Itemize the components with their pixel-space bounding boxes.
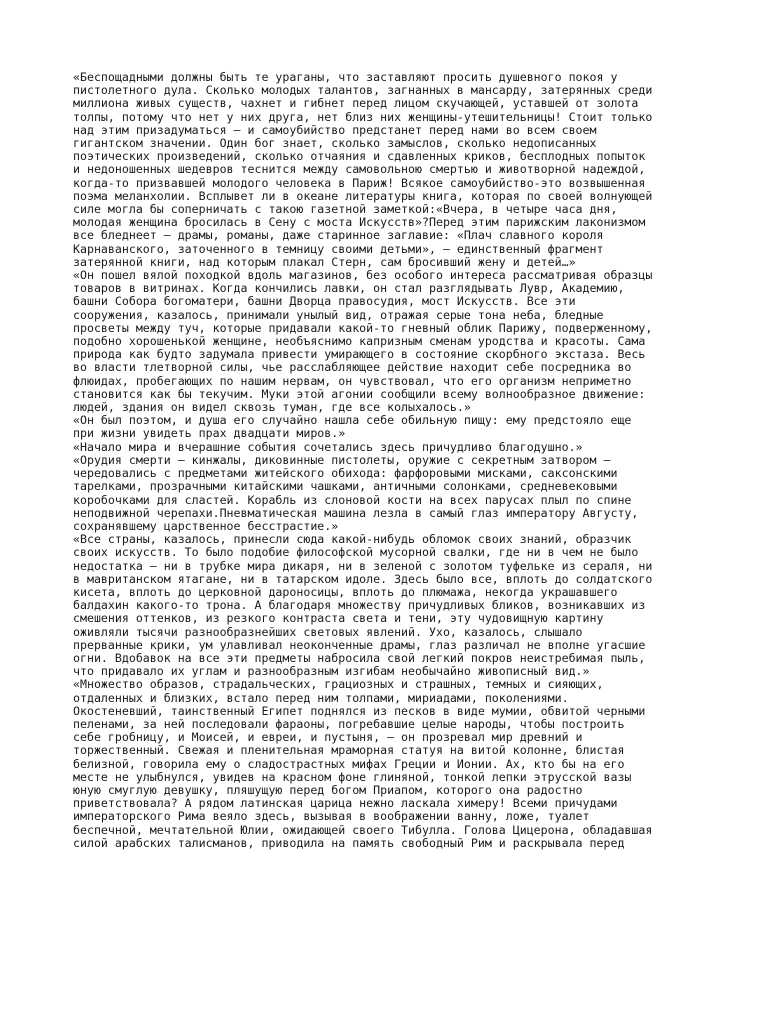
document-body — [73, 71, 693, 850]
quote-paragraph-6: «Все страны, казалось, принесли сюда какой-нибудь обломок своих знаний, образчик своих искусств. То было подобие философской мусорной свалки, где ни в чем не было недостатка — ни в трубке мира дикаря, ни в зеленой с золотом туфельке из сераля, ни в мавританском ятагане, ни в татарском идоле. Здесь было все, вплоть до солдатского кисета, вплоть до церковной дароносицы, вплоть до плюмажа, некогда украшавшего балдахин какого-то трона. А благодаря множеству причудливых бликов, возникавших из смешения оттенков, из резкого контраста света и тени, эту чудовищную картину оживляли тысячи разнообразнейших световых явлений. Ухо, казалось, слышало прерванные крики, ум улавливал неоконченные драмы, глаз различал не вполне угасшие огни. Вдобавок на все эти предметы набросила свой легкий покров неистребимая пыль, что придавало их углам и разнообразным изгибам необычайно живописный вид.» — [73, 532, 653, 679]
quote-paragraph-4: «Начало мира и вчерашние события сочетались здесь причудливо благодушно.» — [73, 439, 583, 454]
quote-paragraph-5: «Орудия смерти — кинжалы, диковинные пистолеты, оружие с секретным затвором — чередовались с предметами житейского обихода: фарфоровыми мисками, саксонскими тарелками, прозрачными китайскими чашками, античными солонками, средневековыми коробочками для сластей. Корабль из слоновой кости на всех парусах плыл по спине неподвижной черепахи.Пневматическая машина лезла в самый глаз императору Августу, сохранявшему царственное бесстрастие.» — [73, 452, 639, 533]
quote-paragraph-2: «Он пошел вялой походкой вдоль магазинов, без особого интереса рассматривая образцы товаров в витринах. Когда кончились лавки, он стал разглядывать Лувр, Академию, башни Собора богоматери, башни Дворца правосудия, мост Искусств. Все эти сооружения, казалось, принимали унылый вид, отражая серые тона неба, бледные просветы между туч, которые придавали какой-то гневный облик Парижу, подверженному, подобно хорошенькой женщине, необъяснимо капризным сменам уродства и красоты. Сама природа как будто задумала привести умирающего в состояние скорбного экстаза. Весь во власти тлетворной силы, чье расслабляющее действие находит себе посредника во флюидах, пробегающих по нашим нервам, он чувствовал, что его организм неприметно становится как бы текучим. Муки этой агонии сообщили всему волнообразное движение: людей, здания он видел сквозь туман, где все колыхалось.» — [73, 268, 653, 415]
quote-paragraph-1: «Беспощадными должны быть те ураганы, что заставляют просить душевного покоя у пистолетного дула. Сколько молодых талантов, загнанных в мансарду, затерянных среди миллиона живых существ, чахнет и гибнет перед лицом скучающей, уставшей от золота толпы, потому что нет у них друга, нет близ них женщины-утешительницы! Стоит только над этим призадуматься — и самоубийство предстанет перед нами во всем своем гигантском значении. Один бог знает, сколько замыслов, сколько недописанных поэтических произведений, сколько отчаяния и сдавленных криков, бесплодных попыток и недоношенных шедевров теснится между самовольною смертью и животворной надеждой, когда-то призвавшей молодого человека в Париж! Всякое самоубийство-это возвышенная поэма меланхолии. Всплывет ли в океане литературы книга, которая по своей волнующей силе могла бы соперничать с такою газетной заметкой:«Вчера, в четыре часа дня, молодая женщина бросилась в Сену с моста Искусств»?Перед этим парижским лаконизмом все бледнеет — драмы, романы, даже старинное заглавие: «Плач славного короля Карнаванского, заточенного в темницу своими детьми», — единственный фрагмент затерянной книги, над которым плакал Стерн, сам бросивший жену и детей…» — [73, 70, 653, 269]
quote-paragraph-7: «Множество образов, страдальческих, грациозных и страшных, темных и сияющих, отдаленных и близких, встало перед ним толпами, мириадами, поколениями. Окостеневший, таинственный Египет поднялся из песков в виде мумии, обвитой черными пеленами, за ней последовали фараоны, погребавшие целые народы, чтобы построить себе гробницу, и Моисей, и евреи, и пустыня, — он прозревал мир древний и торжественный. Свежая и пленительная мраморная статуя на витой колонне, блистая белизной, говорила ему о сладострастных мифах Греции и Ионии. Ах, кто бы на его месте не улыбнулся, увидев на красном фоне глиняной, тонкой лепки этрусской вазы юную смуглую девушку, пляшущую перед богом Приапом, которого она радостно приветствовала? А рядом латинская царица нежно ласкала химеру! Всеми причудами императорского Рима веяло здесь, вызывая в воображении ванну, ложе, туалет беспечной, мечтательной Юлии, ожидающей своего Тибулла. Голова Цицерона, обладавшая силой арабских талисманов, приводила на память свободный Рим и раскрывала перед — [73, 677, 653, 850]
quote-paragraph-3: «Он был поэтом, и душа его случайно нашла себе обильную пищу: ему предстояло еще при жизни увидеть прах двадцати миров.» — [73, 413, 632, 441]
